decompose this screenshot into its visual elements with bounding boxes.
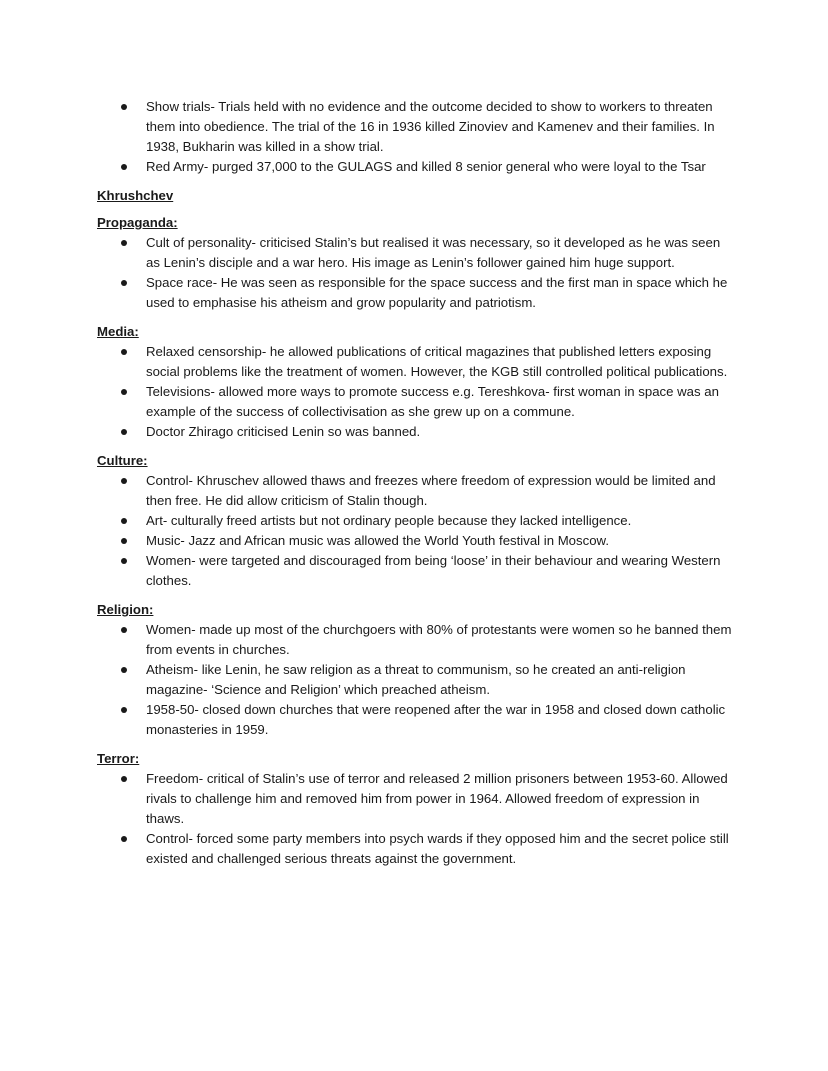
section-heading-media: Media: bbox=[97, 324, 139, 339]
list-item-text: Space race- He was seen as responsible for the space success and the first man in space which he used to emphasise his atheism and grow popularity and patriotism. bbox=[146, 275, 728, 310]
bullet-icon bbox=[121, 667, 127, 673]
propaganda-list bbox=[97, 233, 737, 313]
section-heading-terror: Terror: bbox=[97, 751, 140, 766]
bullet-icon bbox=[121, 518, 127, 524]
bullet-icon bbox=[121, 164, 127, 170]
list-item bbox=[97, 551, 737, 591]
list-item-text: Art- culturally freed artists but not ordinary people because they lacked intelligence. bbox=[146, 513, 632, 528]
list-item-text: Control- Khruschev allowed thaws and freezes where freedom of expression would be limited and then free. He did allow criticism of Stalin though. bbox=[146, 473, 716, 508]
list-item-text: Women- made up most of the churchgoers with 80% of protestants were women so he banned them from events in churches. bbox=[146, 622, 732, 657]
list-item bbox=[97, 422, 737, 442]
list-item-text: Freedom- critical of Stalin’s use of terror and released 2 million prisoners between 1953-60. Allowed rivals to challenge him and removed him from power in 1964. Allowed freedom of expression in thaws. bbox=[146, 771, 728, 826]
terror-list bbox=[97, 769, 737, 869]
list-item bbox=[97, 531, 737, 551]
list-item bbox=[97, 471, 737, 511]
bullet-icon bbox=[121, 349, 127, 355]
media-list bbox=[97, 342, 737, 442]
intro-bullet-list bbox=[97, 97, 737, 177]
list-item bbox=[97, 233, 737, 273]
list-item bbox=[97, 511, 737, 531]
bullet-icon bbox=[121, 627, 127, 633]
list-item-text: Red Army- purged 37,000 to the GULAGS and killed 8 senior general who were loyal to the Tsar bbox=[146, 159, 706, 174]
list-item-text: Relaxed censorship- he allowed publications of critical magazines that published letters exposing social problems like the treatment of women. However, the KGB still controlled political publications. bbox=[146, 344, 728, 379]
culture-list bbox=[97, 471, 737, 591]
bullet-icon bbox=[121, 240, 127, 246]
bullet-icon bbox=[121, 558, 127, 564]
bullet-icon bbox=[121, 707, 127, 713]
list-item bbox=[97, 620, 737, 660]
list-item bbox=[97, 382, 737, 422]
leader-heading: Khrushchev bbox=[97, 188, 174, 203]
list-item bbox=[97, 700, 737, 740]
bullet-icon bbox=[121, 429, 127, 435]
bullet-icon bbox=[121, 836, 127, 842]
section-heading-religion: Religion: bbox=[97, 602, 154, 617]
list-item-text: Control- forced some party members into psych wards if they opposed him and the secret police still existed and challenged serious threats against the government. bbox=[146, 831, 729, 866]
list-item bbox=[97, 97, 737, 157]
list-item bbox=[97, 157, 737, 177]
bullet-icon bbox=[121, 478, 127, 484]
list-item-text: Televisions- allowed more ways to promote success e.g. Tereshkova- first woman in space was an example of the success of collectivisation as she grew up on a commune. bbox=[146, 384, 719, 419]
list-item-text: Music- Jazz and African music was allowed the World Youth festival in Moscow. bbox=[146, 533, 609, 548]
list-item-text: Atheism- like Lenin, he saw religion as a threat to communism, so he created an anti-religion magazine- ‘Science and Religion’ which preached atheism. bbox=[146, 662, 686, 697]
list-item-text: Doctor Zhirago criticised Lenin so was banned. bbox=[146, 424, 421, 439]
bullet-icon bbox=[121, 776, 127, 782]
list-item bbox=[97, 769, 737, 829]
list-item-text: Cult of personality- criticised Stalin’s but realised it was necessary, so it developed as he was seen as Lenin’s disciple and a war hero. His image as Lenin’s follower gained him huge support. bbox=[146, 235, 721, 270]
bullet-icon bbox=[121, 389, 127, 395]
section-heading-propaganda: Propaganda: bbox=[97, 215, 178, 230]
list-item bbox=[97, 829, 737, 869]
list-item-text: Women- were targeted and discouraged from being ‘loose’ in their behaviour and wearing Western clothes. bbox=[146, 553, 721, 588]
bullet-icon bbox=[121, 280, 127, 286]
bullet-icon bbox=[121, 104, 127, 110]
religion-list bbox=[97, 620, 737, 740]
list-item bbox=[97, 660, 737, 700]
bullet-icon bbox=[121, 538, 127, 544]
list-item bbox=[97, 273, 737, 313]
list-item-text: Show trials- Trials held with no evidence and the outcome decided to show to workers to threaten them into obedience. The trial of the 16 in 1936 killed Zinoviev and Kamenev and their families. In 1938, Bukharin was killed in a show trial. bbox=[146, 99, 715, 154]
section-heading-culture: Culture: bbox=[97, 453, 148, 468]
list-item-text: 1958-50- closed down churches that were reopened after the war in 1958 and closed down catholic monasteries in 1959. bbox=[146, 702, 726, 737]
list-item bbox=[97, 342, 737, 382]
document-content bbox=[97, 97, 737, 869]
